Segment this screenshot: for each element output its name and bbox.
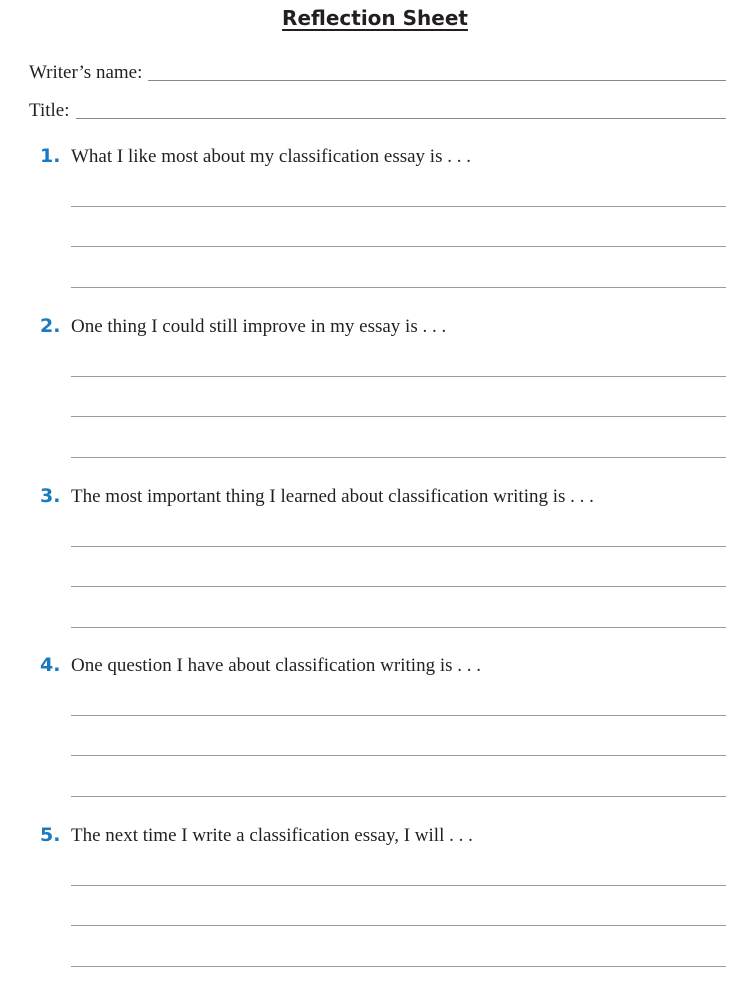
question-prompt: The next time I write a classification essay, I will . . . bbox=[71, 825, 473, 846]
answer-line[interactable] bbox=[71, 715, 726, 716]
title-line[interactable] bbox=[76, 118, 727, 119]
answer-line[interactable] bbox=[71, 796, 726, 797]
question-2 bbox=[40, 315, 730, 341]
question-4 bbox=[40, 654, 730, 680]
question-3 bbox=[40, 485, 730, 511]
answer-line[interactable] bbox=[71, 586, 726, 587]
answer-line[interactable] bbox=[71, 416, 726, 417]
answer-line[interactable] bbox=[71, 376, 726, 377]
writers-name-label: Writer’s name: bbox=[29, 62, 143, 83]
page-title-text: Reflection Sheet bbox=[282, 6, 468, 30]
answer-line[interactable] bbox=[71, 206, 726, 207]
question-number: 1. bbox=[40, 145, 61, 167]
answer-line[interactable] bbox=[71, 627, 726, 628]
answer-line[interactable] bbox=[71, 287, 726, 288]
question-number: 3. bbox=[40, 485, 61, 507]
title-label: Title: bbox=[29, 100, 70, 121]
answer-line[interactable] bbox=[71, 546, 726, 547]
question-number: 5. bbox=[40, 824, 61, 846]
question-prompt: The most important thing I learned about classification writing is . . . bbox=[71, 486, 594, 507]
question-number: 4. bbox=[40, 654, 61, 676]
answer-line[interactable] bbox=[71, 755, 726, 756]
question-prompt: What I like most about my classification essay is . . . bbox=[71, 146, 471, 167]
answer-line[interactable] bbox=[71, 925, 726, 926]
answer-line[interactable] bbox=[71, 457, 726, 458]
title-field[interactable] bbox=[29, 96, 726, 120]
writers-name-line[interactable] bbox=[148, 80, 726, 81]
answer-line[interactable] bbox=[71, 966, 726, 967]
question-1 bbox=[40, 145, 730, 171]
answer-line[interactable] bbox=[71, 885, 726, 886]
question-5 bbox=[40, 824, 730, 850]
question-number: 2. bbox=[40, 315, 61, 337]
answer-line[interactable] bbox=[71, 246, 726, 247]
page-title bbox=[0, 6, 750, 30]
writers-name-field[interactable] bbox=[29, 58, 726, 82]
question-prompt: One question I have about classification writing is . . . bbox=[71, 655, 481, 676]
question-prompt: One thing I could still improve in my essay is . . . bbox=[71, 316, 447, 337]
